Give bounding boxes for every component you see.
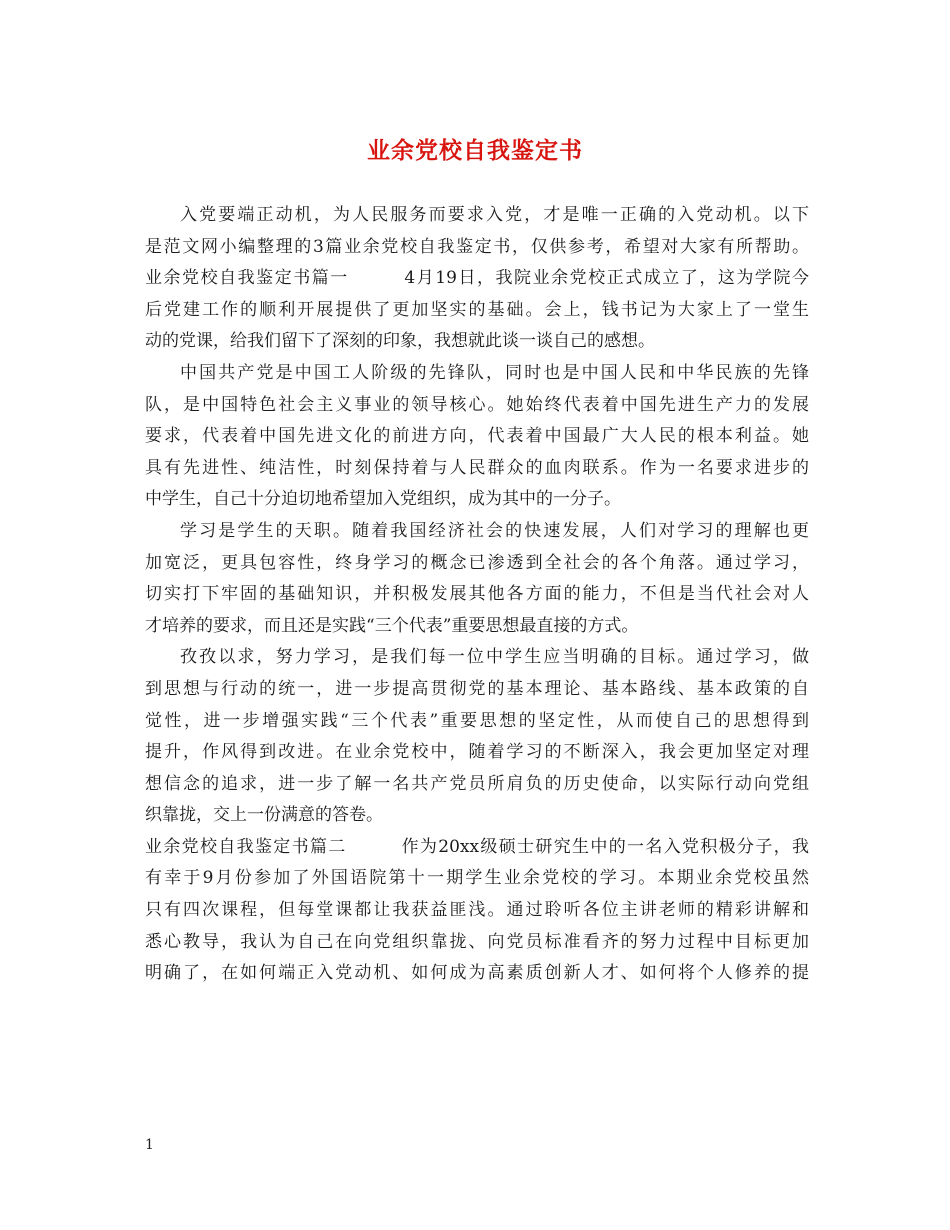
text-line: 只有四次课程，但每堂课都让我获益匪浅。通过聆听各位主讲老师的精彩讲解和 <box>145 900 809 921</box>
text-line: 悉心教导，我认为自己在向党组织靠拢、向党员标准看齐的努力过程中目标更加 <box>145 931 809 952</box>
text-line: 后党建工作的顺利开展提供了更加坚实的基础。会上，钱书记为大家上了一堂生 <box>145 299 809 320</box>
text-line: 业余党校自我鉴定书篇二 作为20xx级硕士研究生中的一名入党积极分子，我 <box>145 836 809 857</box>
text-line: 是范文网小编整理的3篇业余党校自我鉴定书，仅供参考，希望对大家有所帮助。 <box>145 236 809 257</box>
text-line: 有幸于9月份参加了外国语院第十一期学生业余党校的学习。本期业余党校虽然 <box>145 868 809 889</box>
text-line: 想信念的追求，进一步了解一名共产党员所肩负的历史使命，以实际行动向党组 <box>145 773 809 794</box>
text-line: 学习是学生的天职。随着我国经济社会的快速发展，人们对学习的理解也更 <box>180 520 809 541</box>
document-title: 业余党校自我鉴定书 <box>367 137 583 164</box>
text-line: 中学生，自己十分迫切地希望加入党组织，成为其中的一分子。 <box>145 489 621 510</box>
text-line: 要求，代表着中国先进文化的前进方向，代表着中国最广大人民的根本利益。她 <box>145 426 809 447</box>
text-line: 提升，作风得到改进。在业余党校中，随着学习的不断深入，我会更加坚定对理 <box>145 742 809 763</box>
document-body <box>145 200 809 990</box>
text-line: 觉性，进一步增强实践“三个代表”重要思想的坚定性，从而使自己的思想得到 <box>145 710 809 731</box>
text-line: 加宽泛，更具包容性，终身学习的概念已渗透到全社会的各个角落。通过学习， <box>145 552 809 573</box>
text-line: 入党要端正动机，为人民服务而要求入党，才是唯一正确的入党动机。以下 <box>180 205 809 225</box>
text-line: 动的党课，给我们留下了深刻的印象，我想就此谈一谈自己的感想。 <box>145 331 655 352</box>
page-number: 1 <box>145 1137 154 1153</box>
text-line: 业余党校自我鉴定书篇一 4月19日，我院业余党校正式成立了，这为学院今 <box>145 268 809 289</box>
text-line: 切实打下牢固的基础知识，并积极发展其他各方面的能力，不但是当代社会对人 <box>145 584 809 605</box>
text-line: 队，是中国特色社会主义事业的领导核心。她始终代表着中国先进生产力的发展 <box>145 394 809 415</box>
text-line: 明确了，在如何端正入党动机、如何成为高素质创新人才、如何将个人修养的提 <box>145 963 809 984</box>
text-line: 具有先进性、纯洁性，时刻保持着与人民群众的血肉联系。作为一名要求进步的 <box>145 457 809 478</box>
text-line: 中国共产党是中国工人阶级的先锋队，同时也是中国人民和中华民族的先锋 <box>180 362 809 383</box>
text-line: 织靠拢，交上一份满意的答卷。 <box>145 805 383 826</box>
text-line: 到思想与行动的统一，进一步提高贯彻党的基本理论、基本路线、基本政策的自 <box>145 678 809 699</box>
text-line: 孜孜以求，努力学习，是我们每一位中学生应当明确的目标。通过学习，做 <box>180 647 809 668</box>
text-line: 才培养的要求，而且还是实践“三个代表”重要思想最直接的方式。 <box>145 615 639 636</box>
